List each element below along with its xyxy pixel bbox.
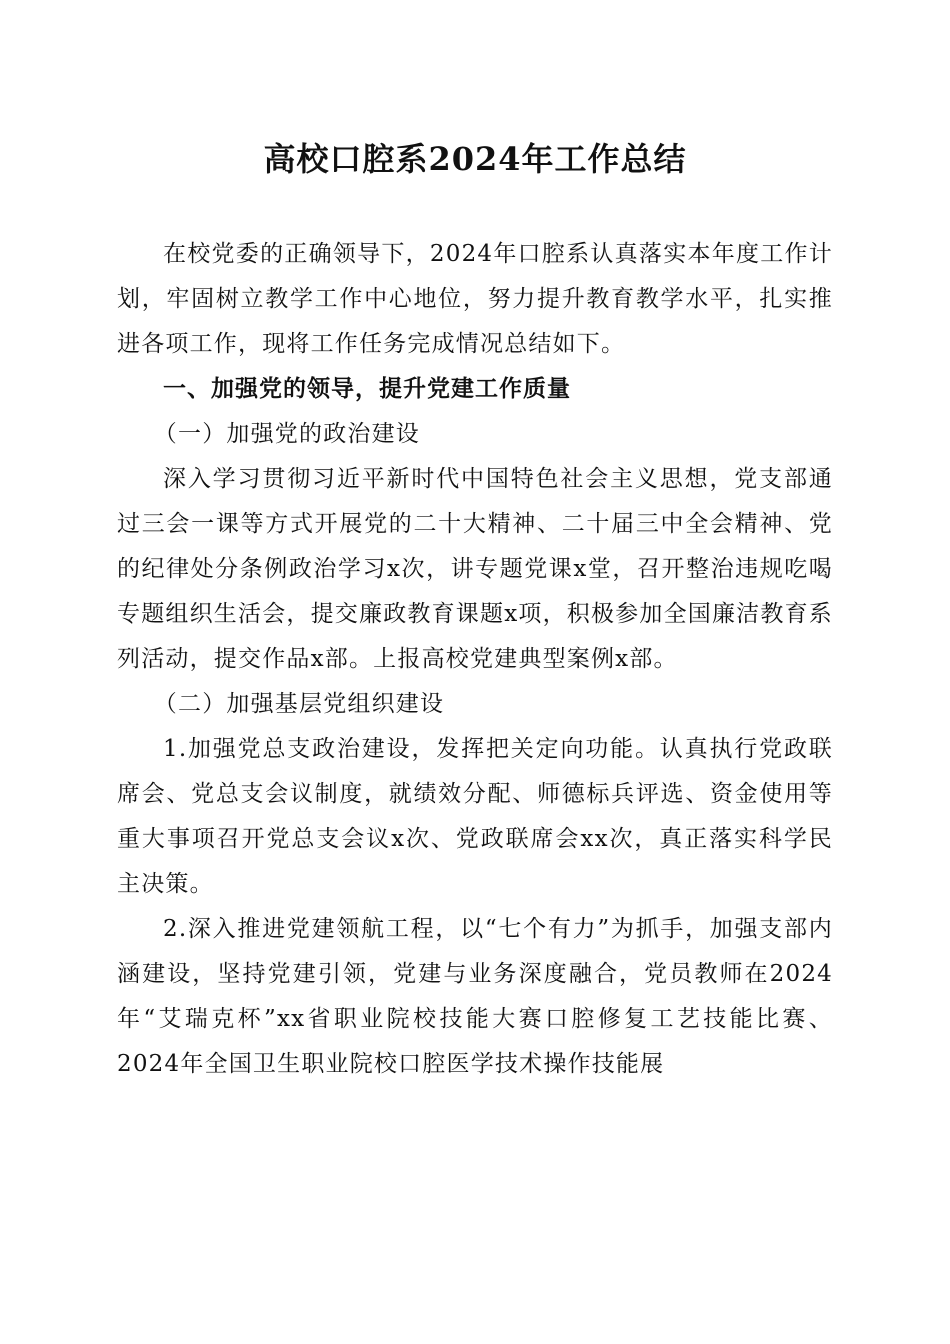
section-heading-1: 一、加强党的领导，提升党建工作质量 [163,376,571,402]
list-item-1: 1.加强党总支政治建设，发挥把关定向功能。认真执行党政联席会、党总支会议制度，就绩效分配、师德标兵评选、资金使用等重大事项召开党总支会议x次、党政联席会xx次，真正落实科学民主决策。 [117,736,833,897]
intro-paragraph: 在校党委的正确领导下，2024年口腔系认真落实本年度工作计划，牢固树立教学工作中心地位，努力提升教育教学水平，扎实推进各项工作，现将工作任务完成情况总结如下。 [117,241,833,357]
subsection-heading-2: （二）加强基层党组织建设 [153,691,445,717]
subsection-paragraph-1: 深入学习贯彻习近平新时代中国特色社会主义思想，党支部通过三会一课等方式开展党的二十大精神、二十届三中全会精神、党的纪律处分条例政治学习x次，讲专题党课x堂，召开整治违规吃喝专题组织生活会，提交廉政教育课题x项，积极参加全国廉洁教育系列活动，提交作品x部。上报高校党建典型案例x部。 [117,466,833,672]
subsection-heading-1: （一）加强党的政治建设 [153,421,420,447]
document-body [117,232,833,1087]
list-item-2: 2.深入推进党建领航工程，以“七个有力”为抓手，加强支部内涵建设，坚持党建引领，党建与业务深度融合，党员教师在2024年“艾瑞克杯”xx省职业院校技能大赛口腔修复工艺技能比赛、2024年全国卫生职业院校口腔医学技术操作技能展 [117,916,833,1077]
document-title: 高校口腔系2024年工作总结 [263,140,687,178]
